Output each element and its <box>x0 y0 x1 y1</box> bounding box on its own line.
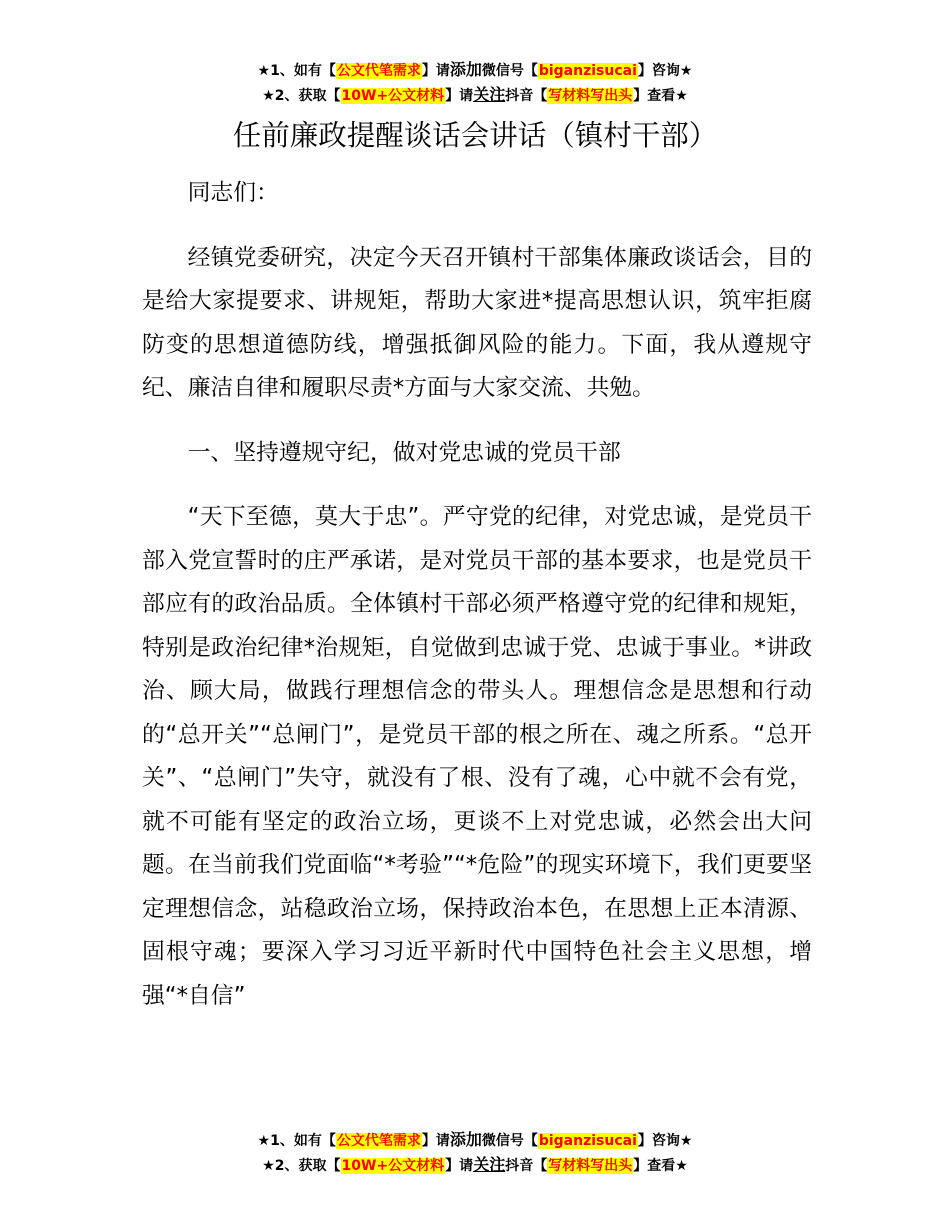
banner-emphasis: 关注 <box>473 85 506 104</box>
banner-text: 】请 <box>421 1133 450 1149</box>
banner-text: 】请 <box>445 88 474 104</box>
document-body <box>142 172 812 1018</box>
banner-highlight: 公文代笔需求 <box>336 1133 421 1149</box>
banner-highlight-wechat: biganzisucai <box>538 63 637 79</box>
document-title: 任前廉政提醒谈话会讲话（镇村干部） <box>232 119 718 152</box>
banner-text: 】查看★ <box>633 1158 688 1174</box>
banner-emphasis: 关注 <box>473 1155 506 1174</box>
banner-highlight-wechat: biganzisucai <box>538 1133 637 1149</box>
banner-highlight: 10W+公文材料 <box>341 88 445 104</box>
banner-highlight-douyin: 写材料写出头 <box>548 88 633 104</box>
banner-text: 】请 <box>445 1158 474 1174</box>
salutation: 同志们： <box>187 180 279 206</box>
header-banner <box>0 58 950 108</box>
body-paragraph: 经镇党委研究，决定今天召开镇村干部集体廉政谈话会，目的是给大家提要求、讲规矩，帮助大家进*提高思想认识，筑牢拒腐防变的思想道德防线，增强抵御风险的能力。下面，我从遵规守纪、廉洁自律和履职尽责*方面与大家交流、共勉。 <box>142 244 812 401</box>
banner-highlight: 公文代笔需求 <box>336 63 421 79</box>
banner-text: 】请 <box>421 63 450 79</box>
banner-text: 】查看★ <box>633 88 688 104</box>
banner-text: 】咨询★ <box>637 63 693 79</box>
banner-emphasis: 添加 <box>449 60 482 79</box>
body-paragraph: “天下至德，莫大于忠”。严守党的纪律，对党忠诚，是党员干部入党宣誓时的庄严承诺，是对党员干部的基本要求，也是党员干部应有的政治品质。全体镇村干部必须严格遵守党的纪律和规矩，特别是政治纪律*治规矩，自觉做到忠诚于党、忠诚于事业。*讲政治、顾大局，做践行理想信念的带头人。理想信念是思想和行动的“总开关”“总闸门”，是党员干部的根之所在、魂之所系。“总开关”、“总闸门”失守，就没有了根、没有了魂，心中就不会有党，就不可能有坚定的政治立场，更谈不上对党忠诚，必然会出大问题。在当前我们党面临“*考验”“*危险”的现实环境下，我们更要坚定理想信念，站稳政治立场，保持政治本色，在思想上正本清源、固根守魂；要深入学习习近平新时代中国特色社会主义思想，增强“*自信” <box>142 504 812 1009</box>
banner-line-1 <box>0 58 950 83</box>
banner-line-1 <box>0 1128 950 1153</box>
banner-text: 微信号【 <box>481 63 538 79</box>
banner-text: ★1、如有【 <box>257 1133 336 1149</box>
banner-highlight-douyin: 写材料写出头 <box>548 1158 633 1174</box>
banner-text: 抖音【 <box>505 88 548 104</box>
banner-text: 微信号【 <box>481 1133 538 1149</box>
banner-text: 】咨询★ <box>637 1133 693 1149</box>
banner-text: ★1、如有【 <box>257 63 336 79</box>
banner-text: 抖音【 <box>505 1158 548 1174</box>
section-heading: 一、坚持遵规守纪，做对党忠诚的党员干部 <box>187 439 621 466</box>
banner-line-2 <box>0 1153 950 1178</box>
banner-text: ★2、获取【 <box>262 88 341 104</box>
footer-banner <box>0 1128 950 1178</box>
banner-text: ★2、获取【 <box>262 1158 341 1174</box>
banner-highlight: 10W+公文材料 <box>341 1158 445 1174</box>
banner-emphasis: 添加 <box>449 1130 482 1149</box>
banner-line-2 <box>0 83 950 108</box>
